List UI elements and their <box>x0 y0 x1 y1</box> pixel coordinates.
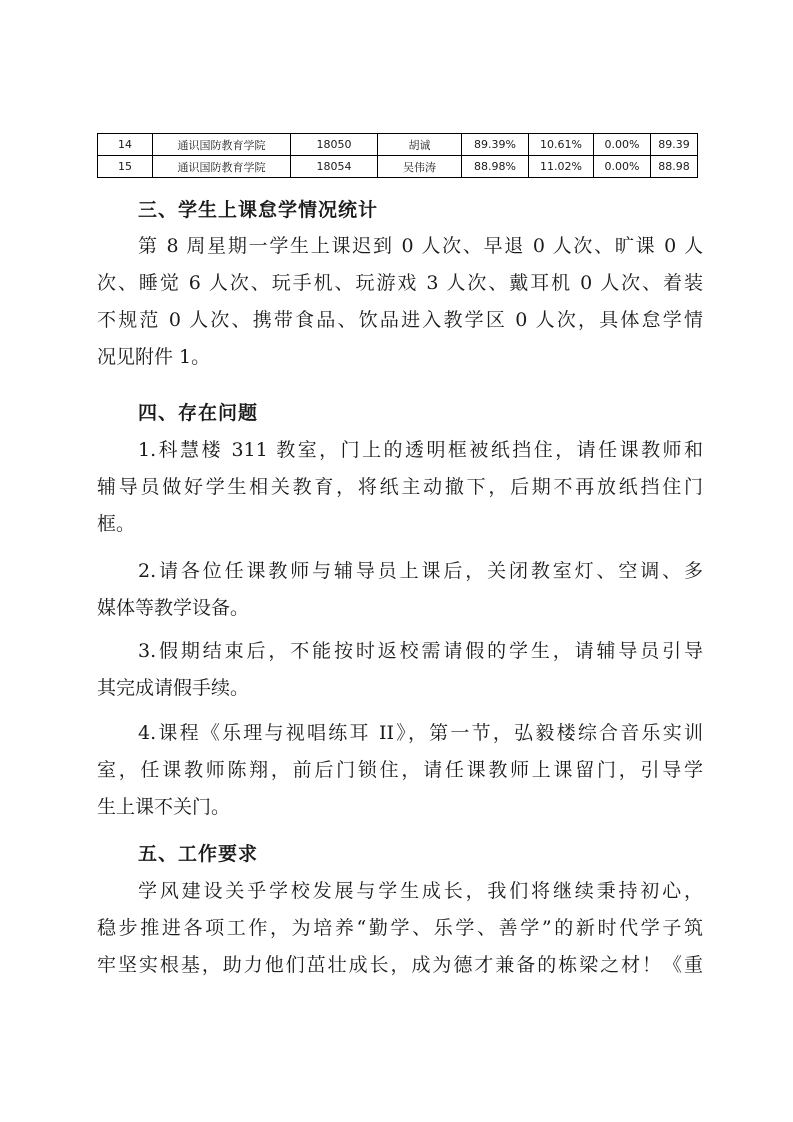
cell-teacher-id: 18050 <box>291 134 378 156</box>
paragraph-line: 其完成请假手续。 <box>97 677 250 699</box>
table-row <box>98 134 698 156</box>
paragraph-line: 1.科慧楼 311 教室，门上的透明框被纸挡住，请任课教师和 <box>138 439 703 461</box>
cell-rate-2: 11.02% <box>529 156 594 178</box>
cell-teacher-name: 胡诚 <box>378 134 462 156</box>
section-3-paragraph <box>97 228 703 376</box>
section-4-heading: 四、存在问题 <box>138 402 259 424</box>
issue-item-2 <box>97 553 703 627</box>
paragraph-line: 第 8 周星期一学生上课迟到 0 人次、早退 0 人次、旷课 0 人 <box>138 235 703 257</box>
cell-college: 通识国防教育学院 <box>153 156 291 178</box>
attendance-table <box>97 133 698 178</box>
cell-index: 15 <box>98 156 153 178</box>
paragraph-line: 室，任课教师陈翔，前后门锁住，请任课教师上课留门，引导学 <box>97 759 703 781</box>
table-row <box>98 156 698 178</box>
paragraph-line: 辅导员做好学生相关教育，将纸主动撤下，后期不再放纸挡住门 <box>97 476 703 498</box>
cell-rate-2: 10.61% <box>529 134 594 156</box>
cell-teacher-id: 18054 <box>291 156 378 178</box>
section-5-paragraph <box>97 873 703 984</box>
cell-rate-3: 0.00% <box>594 156 651 178</box>
paragraph-line: 媒体等教学设备。 <box>97 597 250 619</box>
paragraph-line: 3.假期结束后，不能按时返校需请假的学生，请辅导员引导 <box>138 640 703 662</box>
issue-item-3 <box>97 633 703 707</box>
cell-score: 88.98 <box>651 156 698 178</box>
paragraph-line: 框。 <box>97 513 136 535</box>
cell-teacher-name: 吴伟涛 <box>378 156 462 178</box>
paragraph-line: 2.请各位任课教师与辅导员上课后，关闭教室灯、空调、多 <box>138 560 703 582</box>
section-5-heading: 五、工作要求 <box>138 843 259 865</box>
cell-college: 通识国防教育学院 <box>153 134 291 156</box>
cell-attendance-rate: 89.39% <box>462 134 529 156</box>
cell-index: 14 <box>98 134 153 156</box>
cell-rate-3: 0.00% <box>594 134 651 156</box>
section-3-heading: 三、学生上课怠学情况统计 <box>138 199 379 221</box>
paragraph-line: 次、睡觉 6 人次、玩手机、玩游戏 3 人次、戴耳机 0 人次、着装 <box>97 272 703 294</box>
paragraph-line: 4.课程《乐理与视唱练耳 II》，第一节，弘毅楼综合音乐实训 <box>138 722 703 744</box>
issue-item-4 <box>97 715 703 826</box>
cell-score: 89.39 <box>651 134 698 156</box>
cell-attendance-rate: 88.98% <box>462 156 529 178</box>
paragraph-line: 学风建设关乎学校发展与学生成长，我们将继续秉持初心， <box>138 880 703 902</box>
issue-item-1 <box>97 432 703 543</box>
paragraph-line: 稳步推进各项工作，为培养“勤学、乐学、善学”的新时代学子筑 <box>97 917 703 939</box>
paragraph-line: 况见附件 1。 <box>97 346 211 368</box>
paragraph-line: 牢坚实根基，助力他们茁壮成长，成为德才兼备的栋梁之材！《重 <box>97 954 703 976</box>
paragraph-line: 生上课不关门。 <box>97 796 231 818</box>
paragraph-line: 不规范 0 人次、携带食品、饮品进入教学区 0 人次，具体怠学情 <box>97 309 703 331</box>
